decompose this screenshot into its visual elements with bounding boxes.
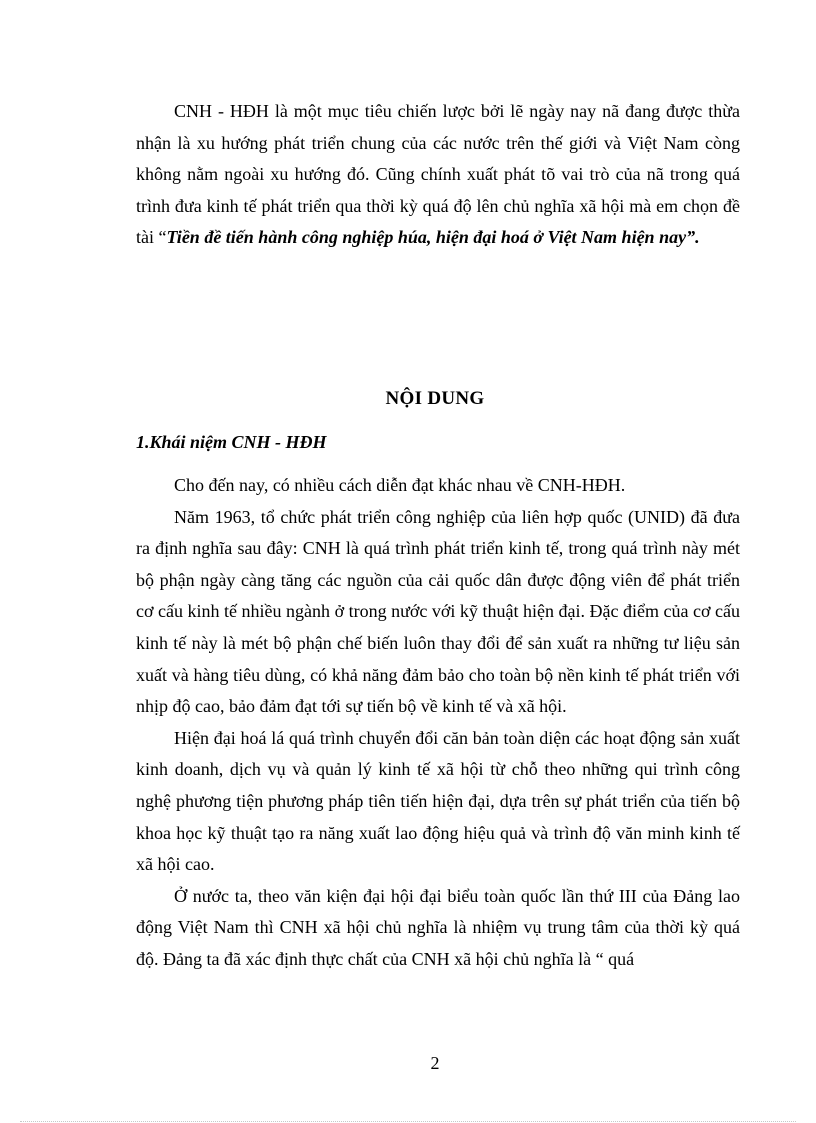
- topic-title: Tiền đề tiến hành công nghiệp húa, hiện đại hoá ở Việt Nam hiện nay: [166, 227, 687, 248]
- body-paragraph: Năm 1963, tổ chức phát triển công nghiệp của liên hợp quốc (UNID) đã đưa ra định nghĩa sau đây: CNH là quá trình phát triển kinh tế, trong quá trình này mét bộ phận ngày càng tăng các nguồn của cải quốc dân được động viên để phát triển cơ cấu kinh tế nhiều ngành ở trong nước với kỹ thuật hiện đại. Đặc điểm của cơ cấu kinh tế này là mét bộ phận chế biến luôn thay đổi để sản xuất ra những tư liệu sản xuất và hàng tiêu dùng, có khả năng đảm bảo cho toàn bộ nền kinh tế phát triển với nhịp độ cao, bảo đảm đạt tới sự tiến bộ về kinh tế và xã hội.: [136, 506, 740, 717]
- body-paragraph: Ở nước ta, theo văn kiện đại hội đại biểu toàn quốc lần thứ III của Đảng lao động Việt Nam thì CNH xã hội chủ nghĩa là nhiệm vụ trung tâm của thời kỳ quá độ. Đảng ta đã xác định thực chất của CNH xã hội chủ nghĩa là “ quá: [136, 885, 740, 969]
- intro-text: CNH - HĐH là một mục tiêu chiến lược bởi lẽ ngày nay nã đang được thừa nhận là xu hướng phát triển chung của các nước trên thế giới và Việt Nam còng không nằm ngoài xu hướng đó. Cũng chính xuất phát tõ vai trò của nã trong quá trình đưa kinh tế phát triển qua thời kỳ quá độ lên chủ nghĩa xã hội mà em chọn đề tài “: [136, 101, 740, 248]
- intro-section: [136, 96, 740, 254]
- section-heading: NỘI DUNG: [385, 388, 485, 409]
- footer-divider: [20, 1121, 796, 1122]
- page-number: 2: [430, 1053, 440, 1073]
- intro-closing: ”.: [686, 227, 700, 248]
- subheading: 1.Khái niệm CNH - HĐH: [136, 432, 327, 452]
- body-paragraph: Hiện đại hoá lá quá trình chuyển đổi căn bản toàn diện các hoạt động sản xuất kinh doanh, dịch vụ và quản lý kinh tế xã hội từ chỗ theo những qui trình công nghệ phương tiện phương pháp tiên tiến hiện đại, dựa trên sự phát triển của tiến bộ khoa học kỹ thuật tạo ra năng xuất lao động hiệu quả và trình độ văn minh kinh tế xã hội cao.: [136, 727, 740, 875]
- body-paragraph: Cho đến nay, có nhiều cách diễn đạt khác nhau về CNH-HĐH.: [174, 475, 626, 495]
- body-section: [136, 470, 740, 976]
- intro-paragraph: [136, 96, 740, 254]
